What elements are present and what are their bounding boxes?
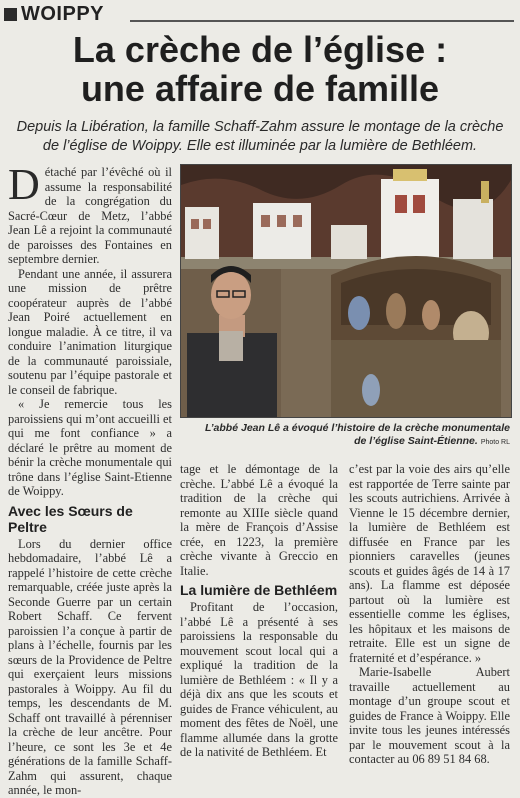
col3-paragraph-2: Marie-Isabelle Aubert travaille actuellement au montage d’un groupe scout et guides de France à Woippy. Elle invite tous les jeunes intéressés par le mouvement scout à la contacter au 06 89 51 84 68. (349, 665, 510, 766)
col1-paragraph-1: Détaché par l’évêché où il assume la responsabilité de la congrégation du Sacré-Cœur de Metz, l’abbé Jean Lê a rejoint la communauté de paroisses des Fontaines en septembre dernier. (8, 160, 172, 266)
creche-photo (180, 164, 512, 418)
creche-photo-illustration (181, 165, 511, 417)
col2-paragraph-2: Profitant de l’occasion, l’abbé Lê a présenté à ses paroissiens la responsable du mouvement scout local qui a expliqué la tradition de la lumière de Bethléem : « Il y a déjà dix ans que les scouts et guides de France véhiculent, au moment des fêtes de Noël, une flamme allumée dans la grotte de la nativité de Bethléem. Et (180, 600, 338, 759)
headline-line-2: une affaire de famille (80, 68, 440, 109)
column-1 (8, 160, 172, 798)
subhead-lumiere-de-bethleem: La lumière de Bethléem (180, 582, 338, 598)
section-name: WOIPPY (21, 2, 105, 25)
col1-paragraph-4: Lors du dernier office hebdomadaire, l’abbé Lê a rappelé l’histoire de cette crèche remarquable, créée juste après la Seconde Guerre par un certain Robert Schaff. Ce fervent paroissien l’a conçue à partir de plans à l’échelle, fournis par les sœurs de la Providence de Peltre qui exerçaient leurs missions pastorales à Woippy. Au fil du temps, les descendants de M. Schaff ont travaillé à pérenniser la crèche de leur ancêtre. Pour l’heure, ce sont les 3e et 4e générations de la famille Schaff-Zahm qui assurent, chaque année, le mon- (8, 536, 172, 797)
headline-line-1: La crèche de l’église : (72, 29, 448, 70)
photo-caption (180, 422, 510, 449)
headline (12, 30, 508, 108)
kicker-rule (130, 20, 514, 22)
caption-line-1: L’abbé Jean Lê a évoqué l’histoire de la crèche monumentale (205, 422, 510, 434)
column-2 (180, 462, 338, 760)
standfirst: Depuis la Libération, la famille Schaff-Zahm assure le montage de la crèche de l’église de Woippy. Elle est illuminée par la lumière de Bethléem. (16, 119, 504, 154)
photo-credit: Photo RL (480, 439, 510, 446)
subhead-soeurs-de-peltre: Avec les Sœurs de Peltre (8, 502, 133, 535)
column-3 (349, 462, 510, 767)
dropcap: D (8, 160, 40, 209)
kicker-square (4, 8, 17, 21)
col2-paragraph-1: tage et le démontage de la crèche. L’abbé Lê a évoqué la tradition de la crèche qui remonte au XIIIe siècle quand la mère de François d’Assise crée, en 1223, la première crèche vivante à Greccio en Italie. (180, 462, 338, 578)
col1-paragraph-3: « Je remercie tous les paroissiens qui m’ont accueilli et qui me font confiance » a déclaré le prêtre au moment de bénir la crèche monumentale qui trône dans l’église Saint-Etienne de Woippy. (8, 397, 172, 498)
section-kicker (4, 3, 128, 25)
col3-paragraph-1: c’est par la voie des airs qu’elle est rapportée de Terre sainte par les scouts autrichiens. Arrivée à Vienne le 15 décembre dernier, la lumière de Bethléem est diffusée en France par les pionniers caravelles (jeunes scouts et guides âgés de 14 à 17 ans). La flamme est déposée partout où la lumière est essentielle comme les églises, les hôpitaux et les maisons de retraite. Elle est un signe de fraternité et d’espérance. » (349, 462, 510, 665)
contact-phone: 06 89 51 84 68. (412, 752, 490, 766)
col1-paragraph-2: Pendant une année, il assurera une mission de prêtre coopérateur auprès de l’abbé Jean Poiré actuellement en longue maladie. À ce titre, il va conduire l’animation liturgique de la communauté paroissiale, soutenu par l’équipe pastorale et le conseil de fabrique. (8, 266, 172, 397)
caption-line-2: de l’église Saint-Étienne. (354, 435, 478, 447)
